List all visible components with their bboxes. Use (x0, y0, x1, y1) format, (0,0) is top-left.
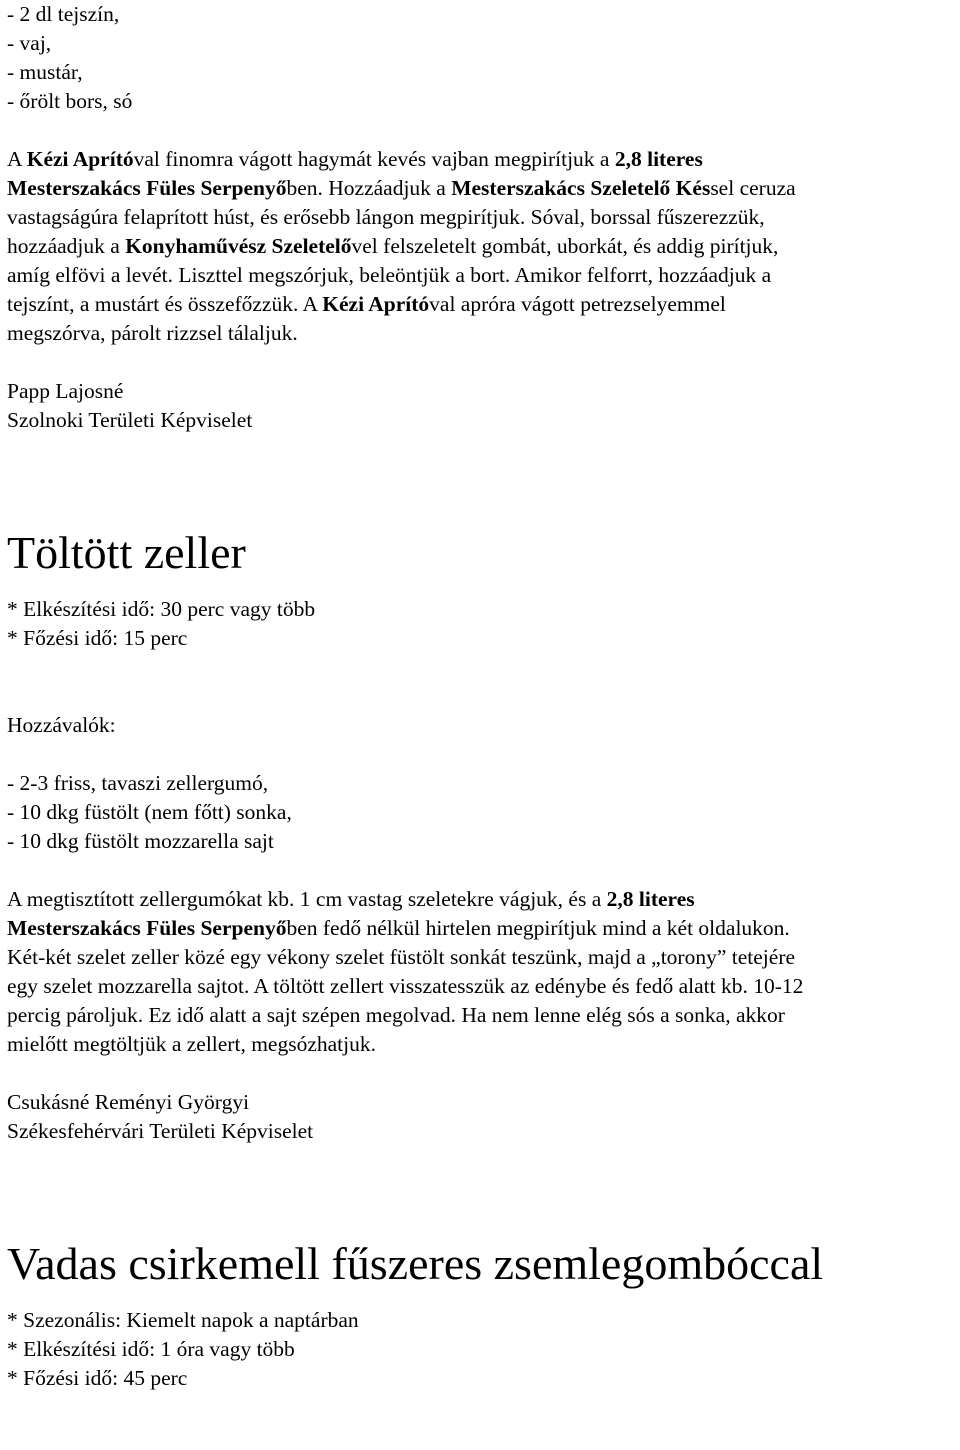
office-name: Székesfehérvári Területi Képviselet (7, 1119, 314, 1143)
cook-time: * Főzési idő: 45 perc (7, 1366, 188, 1390)
paragraph-line (7, 203, 957, 232)
text-run: A (7, 147, 27, 171)
text-run: ben. Hozzáadjuk a (286, 176, 452, 200)
season-info: * Szezonális: Kiemelt napok a naptárban (7, 1308, 359, 1332)
paragraph-line (7, 1001, 957, 1030)
ingredient-item: - őrölt bors, só (7, 89, 133, 113)
product-name: Kézi Aprító (26, 147, 134, 171)
method-paragraph (7, 145, 957, 348)
product-name: Mesterszakács Szeletelő Kés (451, 176, 711, 200)
text-run: sel ceruza (710, 176, 796, 200)
text-run: megszórva, párolt rizzsel tálaljuk. (7, 321, 298, 345)
product-name: Konyhaművész Szeletelő (125, 234, 352, 258)
cook-time: * Főzési idő: 15 perc (7, 626, 188, 650)
paragraph-line (7, 319, 957, 348)
text-run: hozzáadjuk a (7, 234, 126, 258)
paragraph-line (7, 261, 957, 290)
paragraph-line (7, 1030, 957, 1059)
paragraph-line (7, 174, 957, 203)
text-run: val apróra vágott petrezselyemmel (429, 292, 726, 316)
office-name: Szolnoki Területi Képviselet (7, 408, 253, 432)
ingredient-item: - 2-3 friss, tavaszi zellergumó, (7, 771, 269, 795)
paragraph-line (7, 943, 957, 972)
product-name: Mesterszakács Füles Serpenyő (7, 916, 287, 940)
product-name: 2,8 literes (614, 147, 703, 171)
document-page (7, 0, 957, 1393)
ingredients-list (7, 0, 957, 116)
text-run: vastagságúra felaprított húst, és erősebb lángon megpirítjuk. Sóval, borssal fűszerezzük, (7, 205, 765, 229)
author-name: Csukásné Reményi Györgyi (7, 1090, 250, 1114)
paragraph-line (7, 232, 957, 261)
text-run: Két-két szelet zeller közé egy vékony szelet füstölt sonkát teszünk, majd a „torony” tetejére (7, 945, 796, 969)
paragraph-line (7, 145, 957, 174)
product-name: Mesterszakács Füles Serpenyő (7, 176, 287, 200)
product-name: 2,8 literes (606, 887, 695, 911)
ingredients-list (7, 769, 957, 856)
product-name: Kézi Aprító (322, 292, 430, 316)
text-run: tejszínt, a mustárt és összefőzzük. A (7, 292, 323, 316)
method-paragraph (7, 885, 957, 1059)
paragraph-line (7, 972, 957, 1001)
text-run: egy szelet mozzarella sajtot. A töltött zellert visszatesszük az edénybe és fedő alatt kb. 10-12 (7, 974, 804, 998)
text-run: percig pároljuk. Ez idő alatt a sajt szépen megolvad. Ha nem lenne elég sós a sonka, akkor (7, 1003, 785, 1027)
text-run: val finomra vágott hagymát kevés vajban megpirítjuk a (133, 147, 615, 171)
text-run: mielőtt megtöltjük a zellert, megsózhatjuk. (7, 1032, 376, 1056)
text-run: vel felszeletelt gombát, uborkát, és addig pirítjuk, (351, 234, 779, 258)
prep-time: * Elkészítési idő: 30 perc vagy több (7, 597, 316, 621)
ingredient-item: - 10 dkg füstölt (nem főtt) sonka, (7, 800, 292, 824)
text-run: amíg elfövi a levét. Liszttel megszórjuk, beleöntjük a bort. Amikor felforrt, hozzáadjuk a (7, 263, 772, 287)
recipe-title: Vadas csirkemell fűszeres zsemlegombóccal (7, 1238, 824, 1289)
ingredient-item: - 2 dl tejszín, (7, 2, 120, 26)
prep-time: * Elkészítési idő: 1 óra vagy több (7, 1337, 295, 1361)
paragraph-line (7, 885, 957, 914)
author-name: Papp Lajosné (7, 379, 124, 403)
text-run: ben fedő nélkül hirtelen megpirítjuk mind a két oldalukon. (286, 916, 790, 940)
text-run: A megtisztított zellergumókat kb. 1 cm vastag szeletekre vágjuk, és a (7, 887, 607, 911)
ingredient-item: - 10 dkg füstölt mozzarella sajt (7, 829, 274, 853)
ingredients-heading: Hozzávalók: (7, 713, 116, 737)
paragraph-line (7, 914, 957, 943)
paragraph-line (7, 290, 957, 319)
recipe-title: Töltött zeller (7, 527, 246, 578)
ingredient-item: - vaj, (7, 31, 52, 55)
ingredient-item: - mustár, (7, 60, 83, 84)
